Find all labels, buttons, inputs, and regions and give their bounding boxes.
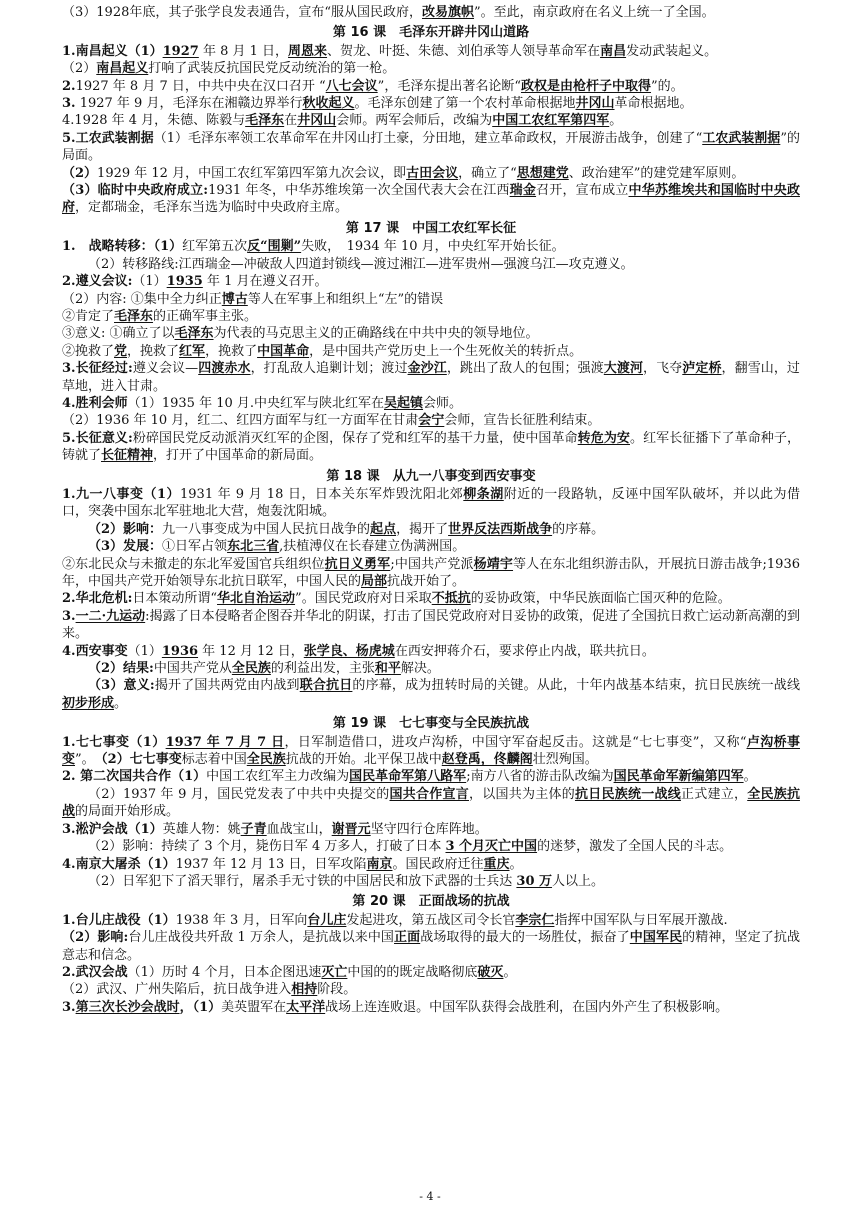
key-term: 周恩来 bbox=[288, 43, 328, 59]
key-term: 全民族 bbox=[246, 752, 286, 768]
text-run: ”。至此，南京政府在名义上统一了全国。 bbox=[474, 5, 715, 20]
text-run: ,扶植溥仪在长春建立伪满洲国。 bbox=[279, 539, 466, 555]
paragraph bbox=[62, 95, 800, 112]
text-run: 粉碎国民党反动派消灭红军的企图，保存了党和红军的基干力量，使中国革命 bbox=[132, 430, 578, 446]
key-term: 台儿庄 bbox=[307, 912, 347, 928]
paragraph bbox=[62, 4, 800, 21]
text-run: 第 16 课 毛泽东开辟井冈山道路 bbox=[332, 25, 530, 41]
text-run: 抗战开始了。 bbox=[387, 574, 466, 589]
key-term: 世界反法西斯战争 bbox=[448, 521, 553, 537]
paragraph bbox=[62, 165, 800, 182]
text-run: 。 bbox=[609, 113, 623, 129]
text-run: 指挥中国军队与日军展开激战. bbox=[554, 912, 728, 928]
text-run: ，是中国共产党历史上一个生死攸关的转折点。 bbox=[309, 343, 583, 359]
text-run: 。 bbox=[114, 695, 128, 711]
key-term: 古田会议 bbox=[406, 165, 459, 181]
key-term: 井冈山 bbox=[297, 113, 337, 129]
key-term: 谢晋元 bbox=[331, 821, 371, 837]
text-run: ，确立了“ bbox=[458, 165, 517, 181]
text-run: 九一八事变成为中国人民抗日战争的 bbox=[162, 521, 371, 537]
text-run: 在西安押蒋介石，要求停止内战，联共抗日。 bbox=[394, 643, 655, 659]
paragraph bbox=[62, 291, 800, 308]
text-run: 、贺龙、叶挺、朱德、刘伯承等人领导革命军在 bbox=[327, 43, 601, 59]
text-run: ;南方八省的游击队改编为 bbox=[466, 769, 614, 785]
text-run: （2）1936 年 10 月，红二、红四方面军与红一方面军在甘肃 bbox=[62, 413, 419, 429]
paragraph bbox=[62, 343, 800, 360]
key-term: 1936 bbox=[161, 643, 199, 659]
bold-text: 3. bbox=[62, 96, 76, 112]
bold-text: 3. bbox=[62, 999, 76, 1015]
text-run: （2）影响：持续了 3 个月，毙伤日军 4 万多人，打破了日本 bbox=[88, 839, 446, 855]
key-term: 思想建党 bbox=[516, 165, 569, 181]
key-term: 吴起镇 bbox=[384, 395, 424, 411]
text-run: 的序幕，成为扭转时局的关键。从此，十年内战基本结束，抗日民族统一战线 bbox=[352, 678, 800, 694]
key-term: 长征精神 bbox=[101, 448, 154, 464]
text-run: 等人在东北组织游击队，开展抗日游击战争;1936年，中国共产党开始领导东北抗日联军，中国人民的 bbox=[62, 556, 800, 589]
text-run: 的妥协政策，中华民族面临亡国灭种的危险。 bbox=[470, 591, 731, 607]
paragraph bbox=[62, 521, 800, 538]
bold-text: 4.胜利会师 bbox=[62, 395, 128, 411]
key-term: 中国军民 bbox=[629, 930, 683, 946]
paragraph bbox=[62, 964, 800, 981]
text-run: 等人在军事上和组织上“左”的错误 bbox=[247, 291, 444, 307]
text-run: 解决。 bbox=[400, 661, 440, 677]
text-run: （2）武汉、广州失陷后，抗日战争进入 bbox=[62, 982, 292, 998]
key-term: 李宗仁 bbox=[515, 912, 555, 928]
key-term: 泸定桥 bbox=[682, 361, 722, 377]
key-term: 张学良、杨虎城 bbox=[303, 643, 395, 659]
lesson-heading bbox=[62, 893, 800, 910]
key-term: 金沙江 bbox=[407, 361, 447, 377]
text-run: ，以国共为主体的 bbox=[468, 786, 575, 802]
text-run: （2） bbox=[62, 61, 97, 77]
key-term: 南京 bbox=[366, 856, 393, 872]
key-term: 全民族 bbox=[231, 661, 271, 677]
text-run: 台儿庄战役共歼敌 1 万余人，是抗战以来中国 bbox=[128, 930, 395, 946]
text-run: 第 19 课 七七事变与全民族抗战 bbox=[332, 716, 530, 732]
key-term: 子青 bbox=[240, 821, 267, 837]
text-run: 会师，宣告长征胜利结束。 bbox=[444, 413, 601, 429]
key-term: 不抵抗 bbox=[431, 591, 471, 607]
text-run: 召开，宣布成立 bbox=[536, 183, 629, 199]
text-run: ，打开了中国革命的新局面。 bbox=[153, 448, 323, 464]
text-run: （1）毛泽东率领工农革命军在井冈山打土豪，分田地，建立革命政权，开展游击战争，创建了“ bbox=[153, 130, 703, 146]
key-term: 毛泽东 bbox=[114, 308, 154, 324]
paragraph bbox=[62, 608, 800, 643]
text-run: 发动武装起义。 bbox=[626, 43, 718, 59]
text-run: 壮烈殉国。 bbox=[532, 752, 598, 768]
key-term: 毛泽东 bbox=[245, 113, 285, 129]
bold-text: （2）七七事变 bbox=[101, 752, 182, 768]
text-run: ，挽救了 bbox=[205, 343, 258, 359]
paragraph bbox=[62, 182, 800, 217]
text-run: 失败， 1934 年 10 月，中央红军开始长征。 bbox=[301, 239, 565, 255]
bold-text: 1.七七事变（1） bbox=[62, 734, 166, 750]
key-term: 红军 bbox=[179, 343, 206, 359]
text-run: 第 18 课 从九一八事变到西安事变 bbox=[326, 468, 536, 484]
text-run: ，定都瑞金，毛泽东当选为临时中央政府主席。 bbox=[75, 200, 349, 216]
paragraph bbox=[62, 412, 800, 429]
key-term: 华北自治运动 bbox=[217, 591, 296, 607]
key-term: 抗日义勇军 bbox=[324, 556, 391, 572]
paragraph bbox=[62, 821, 800, 838]
lesson-heading bbox=[62, 715, 800, 732]
text-run: 打响了武装反抗国民党反动统治的第一枪。 bbox=[148, 61, 396, 77]
text-run: ，飞夺 bbox=[643, 361, 683, 377]
text-run: 为代表的马克思主义的正确路线在中共中央的领导地位。 bbox=[213, 326, 539, 342]
text-run: 遵义会议— bbox=[132, 361, 199, 377]
paragraph bbox=[62, 112, 800, 129]
key-term: 毛泽东 bbox=[174, 326, 214, 342]
bold-text: （3）意义: bbox=[88, 678, 155, 694]
text-run: ”。国民党政府对日采取 bbox=[295, 591, 432, 607]
text-run: 英雄人物：姚 bbox=[162, 821, 241, 837]
key-term: 中国工农红军第四军 bbox=[492, 113, 610, 129]
text-run: 战场取得的最大的一场胜仗，振奋了 bbox=[420, 930, 630, 946]
text-run: ，揭开了 bbox=[396, 521, 449, 537]
text-run: ①日军占领 bbox=[162, 539, 228, 555]
text-run: 1931 年 9 月 18 日，日本关东军炸毁沈阳北郊 bbox=[180, 486, 464, 502]
text-run: （1） bbox=[132, 274, 167, 290]
paragraph bbox=[62, 768, 800, 785]
text-run: ，翻雪山，过草地，进入甘肃。 bbox=[62, 361, 800, 394]
paragraph bbox=[62, 43, 800, 60]
text-run: 会师。 bbox=[423, 395, 463, 411]
text-run: 会师。两军会师后，改编为 bbox=[336, 113, 493, 129]
paragraph bbox=[62, 981, 800, 998]
text-run: 1927 年 8 月 7 日，中共中央在汉口召开 “ bbox=[75, 78, 326, 94]
text-run: ;中国共产党派 bbox=[390, 556, 474, 572]
key-term: 相持 bbox=[291, 982, 318, 998]
text-run: （2）内容: ①集中全力纠正 bbox=[62, 291, 222, 307]
key-term: 瑞金 bbox=[509, 183, 537, 199]
text-run: 。毛泽东创建了第一个农村革命根据地 bbox=[354, 96, 576, 112]
bold-text: 2. 第二次国共合作（1） bbox=[62, 769, 207, 785]
bold-text: 1.九一八事变（1） bbox=[62, 486, 180, 502]
paragraph bbox=[62, 273, 800, 290]
key-term: 反“围剿” bbox=[247, 239, 302, 255]
text-run: （3）1928年底，其子张学良发表通告，宣布“服从国民政府， bbox=[62, 5, 423, 20]
text-run: 阶段。 bbox=[317, 982, 357, 998]
key-term: 井冈山 bbox=[575, 96, 615, 112]
paragraph bbox=[62, 360, 800, 395]
key-term: 破灭 bbox=[477, 964, 504, 980]
text-run: 。红军长征播下了革命种子，铸就了 bbox=[62, 430, 800, 464]
text-run: 革命根据地。 bbox=[614, 96, 693, 112]
paragraph bbox=[62, 643, 800, 660]
text-run: 中国工农红军主力改编为 bbox=[206, 769, 350, 785]
key-term: 大渡河 bbox=[603, 361, 644, 377]
key-term: 四渡赤水 bbox=[198, 361, 251, 377]
text-run: 的序幕。 bbox=[552, 521, 605, 537]
key-term: 中华苏维埃共和国临时中央政府 bbox=[62, 183, 800, 216]
paragraph bbox=[62, 60, 800, 77]
lesson-heading bbox=[62, 468, 800, 485]
bold-text: 3.淞沪会战（1） bbox=[62, 821, 163, 837]
text-run: （2）日军犯下了滔天罪行，屠杀手无寸铁的中国居民和放下武器的士兵达 bbox=[88, 873, 517, 889]
key-term: 重庆 bbox=[483, 856, 510, 872]
text-run: 1937 年 12 月 13 日，日军攻陷 bbox=[175, 856, 367, 872]
key-term: 30 万 bbox=[516, 873, 553, 889]
bold-text: 5.工农武装割据 bbox=[62, 130, 154, 146]
paragraph bbox=[62, 538, 800, 555]
key-term: 国共合作宣言 bbox=[389, 786, 469, 802]
bold-text: ，（1） bbox=[179, 999, 222, 1015]
key-term: 一二·九运动 bbox=[75, 608, 146, 624]
paragraph bbox=[62, 660, 800, 677]
key-term: 灭亡 bbox=[321, 964, 348, 980]
paragraph bbox=[62, 912, 800, 929]
key-term: 太平洋 bbox=[286, 999, 326, 1015]
key-term: 南昌 bbox=[600, 43, 627, 59]
text-run: （2）1937 年 9 月，国民党发表了中共中央提交的 bbox=[88, 786, 390, 802]
text-run: 战场上连连败退。中国军队获得会战胜利，在国内外产生了积极影响。 bbox=[325, 999, 729, 1015]
bold-text: 1. 战略转移：（1） bbox=[62, 239, 183, 255]
text-run: 揭开了国共两党由内战到 bbox=[154, 678, 300, 694]
key-term: 和平 bbox=[374, 661, 401, 677]
text-run: 的局面开始形成。 bbox=[75, 804, 180, 820]
key-term: 南昌起义 bbox=[96, 61, 149, 77]
paragraph bbox=[62, 838, 800, 855]
paragraph bbox=[62, 873, 800, 890]
key-term: 秋收起义 bbox=[302, 96, 355, 112]
paragraph bbox=[62, 308, 800, 325]
text-run: 。 bbox=[509, 856, 523, 872]
text-run: 。 bbox=[743, 769, 757, 785]
key-term: 联合抗日 bbox=[299, 678, 353, 694]
lesson-heading bbox=[62, 24, 800, 41]
bold-text: 2.遵义会议: bbox=[62, 274, 133, 290]
text-run: 的利益出发，主张 bbox=[270, 661, 375, 677]
bold-text: （3）临时中央政府成立: bbox=[62, 183, 209, 199]
paragraph bbox=[62, 590, 800, 607]
text-run: ③意义: ①确立了以 bbox=[62, 326, 175, 342]
text-run: ，挽救了 bbox=[127, 343, 180, 359]
text-run: 第 20 课 正面战场的抗战 bbox=[352, 894, 510, 910]
text-run: ”，毛泽东提出著名论断“ bbox=[377, 78, 521, 94]
text-run: ②东北民众与未撤走的东北军爱国官兵组织位 bbox=[62, 556, 325, 572]
text-run: 的正确军事主张。 bbox=[153, 308, 258, 324]
bold-text: 2.华北危机: bbox=[62, 591, 133, 607]
key-term: 国民革命军新编第四军 bbox=[613, 769, 744, 785]
text-run: 1927 年 9 月，毛泽东在湘赣边界举行 bbox=[75, 96, 303, 112]
bold-text: （3）发展： bbox=[88, 539, 163, 555]
text-run: :揭露了日本侵略者企图吞并华北的阴谋，打击了国民党政府对日妥协的政策，促进了全国抗日救亡运动新高潮的到来。 bbox=[62, 608, 800, 642]
text-run: 在 bbox=[284, 113, 298, 129]
paragraph bbox=[62, 786, 800, 821]
key-term: 博古 bbox=[221, 291, 248, 307]
text-run: ②肯定了 bbox=[62, 308, 115, 324]
paragraph bbox=[62, 929, 800, 964]
text-run: 人以上。 bbox=[552, 873, 605, 889]
text-run: 1938 年 3 月，日军向 bbox=[175, 912, 308, 928]
key-term: 3 个月灭亡中国 bbox=[445, 839, 538, 855]
text-run: ，日军制造借口，进攻卢沟桥，中国守军奋起反击。这就是“七七事变”，又称“ bbox=[284, 734, 747, 750]
text-run: （2）转移路线:江西瑞金—冲破敌人四道封锁线—渡过湘江—进军贵州—强渡乌江—攻克遵义。 bbox=[88, 256, 634, 272]
paragraph bbox=[62, 238, 800, 255]
text-run: ②挽救了 bbox=[62, 343, 115, 359]
bold-text: 1.南昌起义（1） bbox=[62, 43, 163, 59]
key-term: 工农武装割据 bbox=[702, 130, 781, 146]
key-term: 全民族抗战 bbox=[62, 786, 800, 820]
key-term: 起点 bbox=[370, 521, 397, 537]
text-run: 年 8 月 1 日， bbox=[198, 43, 289, 59]
key-term: 中国革命 bbox=[257, 343, 310, 359]
text-run: （1）1935 年 10 月.中央红军与陕北红军在 bbox=[127, 395, 385, 411]
text-run: 。国民政府迁往 bbox=[392, 856, 484, 872]
bold-text: 2.武汉会战 bbox=[62, 964, 128, 980]
text-run: 。 bbox=[503, 964, 517, 980]
text-run: 第 17 课 中国工农红军长征 bbox=[345, 220, 517, 236]
text-run: ”。 bbox=[75, 752, 102, 768]
text-run: 美英盟军在 bbox=[221, 999, 287, 1015]
key-term: 政权是由枪杆子中取得 bbox=[520, 78, 651, 94]
text-run: 中国共产党从 bbox=[153, 661, 232, 677]
text-run: 、政治建军”的建党建军原则。 bbox=[568, 165, 745, 181]
bold-text: 2. bbox=[62, 78, 76, 94]
text-run: 4.1928 年 4 月，朱德、陈毅与 bbox=[62, 113, 246, 129]
text-run: 发起进攻，第五战区司令长官 bbox=[346, 912, 516, 928]
text-run: 血战宝山， bbox=[266, 821, 332, 837]
key-term: 正面 bbox=[394, 930, 421, 946]
paragraph bbox=[62, 677, 800, 712]
key-term: 1937 年 7 月 7 日 bbox=[165, 734, 285, 750]
paragraph bbox=[62, 130, 800, 165]
key-term: 杨靖宇 bbox=[473, 556, 514, 572]
text-run: 的迷梦，激发了全国人民的斗志。 bbox=[537, 839, 733, 855]
bold-text: （2）结果: bbox=[88, 661, 154, 677]
text-run: ”的。 bbox=[650, 78, 684, 94]
key-term: 八七会议 bbox=[325, 78, 378, 94]
key-term: 党 bbox=[114, 343, 128, 359]
bold-text: （2）影响: bbox=[62, 930, 129, 946]
text-run: 中国的的既定战略彻底 bbox=[347, 964, 478, 980]
bold-text: 5.长征意义: bbox=[62, 430, 133, 446]
key-term: 抗日民族统一战线 bbox=[574, 786, 681, 802]
text-run: （1） bbox=[127, 643, 162, 659]
text-run: 坚守四行仓库阵地。 bbox=[370, 821, 488, 837]
key-term: 会宁 bbox=[418, 413, 445, 429]
text-run: ”的局面。 bbox=[62, 130, 800, 164]
bold-text: 4.南京大屠杀（1） bbox=[62, 856, 176, 872]
bold-text: 1.台儿庄战役（1） bbox=[62, 912, 176, 928]
bold-text: 3.长征经过: bbox=[62, 361, 133, 377]
paragraph bbox=[62, 486, 800, 521]
key-term: 转危为安 bbox=[577, 430, 630, 446]
bold-text: 4.西安事变 bbox=[62, 643, 128, 659]
paragraph bbox=[62, 856, 800, 873]
text-run: 年 1 月在遵义召开。 bbox=[202, 274, 328, 290]
text-run: ，打乱敌人追剿计划；渡过 bbox=[250, 361, 408, 377]
key-term: 1935 bbox=[166, 274, 203, 290]
key-term: 局部 bbox=[361, 574, 388, 589]
text-run: 的精神，坚定了抗战意志和信念。 bbox=[62, 930, 800, 963]
paragraph bbox=[62, 78, 800, 95]
key-term: 赵登禹，佟麟阁 bbox=[441, 752, 533, 768]
bold-text: （2）影响： bbox=[88, 521, 163, 537]
text-run: ，跳出了敌人的包围；强渡 bbox=[446, 361, 604, 377]
paragraph bbox=[62, 734, 800, 769]
text-run: 1931 年冬，中华苏维埃第一次全国代表大会在江西 bbox=[208, 183, 510, 199]
text-run: 年 12 月 12 日， bbox=[198, 643, 304, 659]
bold-text: 3. bbox=[62, 608, 76, 624]
document-page bbox=[62, 4, 800, 1016]
lesson-heading bbox=[62, 220, 800, 237]
key-term: 国民革命军第八路军 bbox=[349, 769, 467, 785]
key-term: 柳条湖 bbox=[463, 486, 504, 502]
text-run: 附近的一段路轨，反诬中国军队破坏，并以此为借口，突袭中国东北军驻地北大营，炮轰沈阳城。 bbox=[62, 486, 800, 520]
text-run: 日本策动所谓“ bbox=[132, 591, 218, 607]
key-term: 1927 bbox=[162, 43, 199, 59]
paragraph bbox=[62, 395, 800, 412]
text-run: 标志着中国 bbox=[181, 752, 247, 768]
text-run: 红军第五次 bbox=[182, 239, 248, 255]
key-term: 改易旗帜 bbox=[422, 5, 475, 20]
key-term: 初步形成 bbox=[62, 695, 115, 711]
text-run: 1929 年 12 月，中国工农红军第四军第九次会议，即 bbox=[97, 165, 407, 181]
text-run: 抗战的开始。北平保卫战中 bbox=[285, 752, 442, 768]
page-number: - 4 - bbox=[419, 1190, 441, 1203]
bold-text: （2） bbox=[62, 165, 98, 181]
paragraph bbox=[62, 999, 800, 1016]
text-run: 正式建立， bbox=[680, 786, 748, 802]
key-term: 卢沟桥事变 bbox=[62, 734, 800, 768]
paragraph bbox=[62, 430, 800, 465]
text-run: （1）历时 4 个月，日本企图迅速 bbox=[127, 964, 322, 980]
paragraph bbox=[62, 325, 800, 342]
paragraph bbox=[62, 256, 800, 273]
paragraph bbox=[62, 556, 800, 591]
key-term: 第三次长沙会战时 bbox=[75, 999, 180, 1015]
key-term: 东北三省 bbox=[227, 539, 280, 555]
